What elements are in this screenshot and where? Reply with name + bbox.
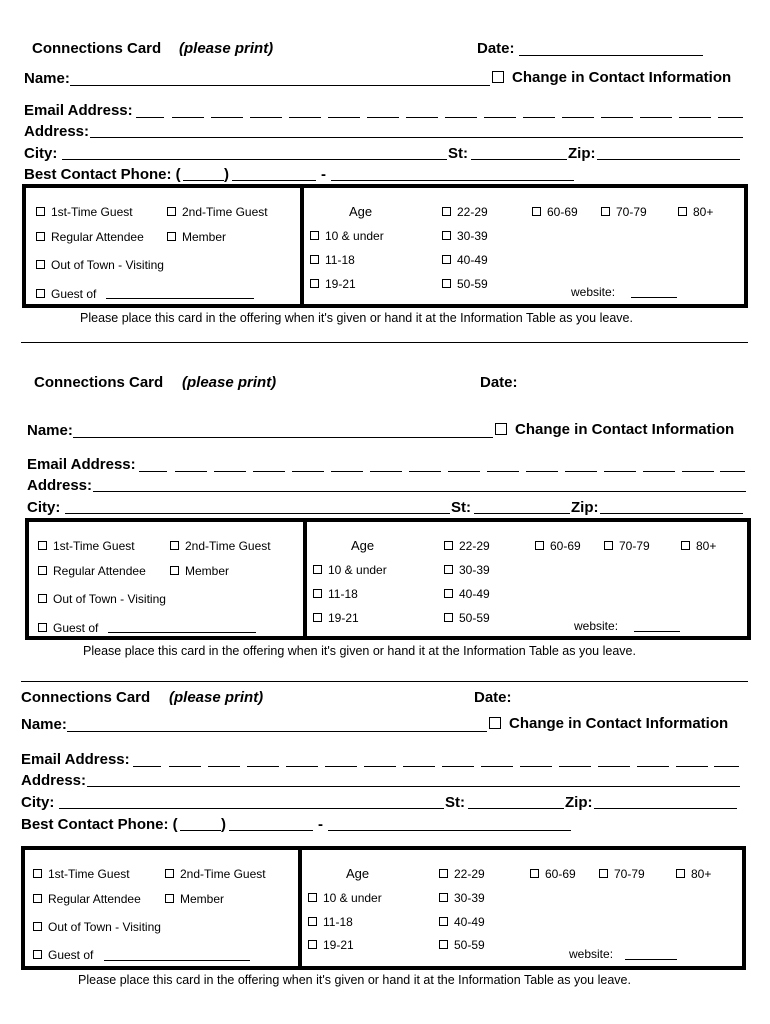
phone-prefix-field[interactable] (229, 830, 313, 831)
phone-dash: - (318, 816, 323, 833)
email-char-blank[interactable] (133, 766, 161, 767)
checkbox-label: 10 & under (325, 229, 384, 243)
age-30-39-checkbox[interactable] (439, 891, 485, 905)
age-10-under-checkbox[interactable] (308, 891, 382, 905)
checkbox-label: Change in Contact Information (509, 715, 729, 732)
age-40-49-checkbox[interactable] (439, 915, 485, 929)
st-label: St: (445, 794, 465, 811)
card-title: Connections Card (34, 374, 164, 391)
checkbox-label: 30-39 (459, 563, 490, 577)
checkbox-label: 70-79 (616, 205, 647, 219)
out-of-town-checkbox[interactable] (33, 920, 161, 934)
checkbox-label: 80+ (696, 539, 717, 553)
checkbox-label: 30-39 (454, 891, 485, 905)
checkbox-label: Regular Attendee (53, 564, 146, 578)
zip-label: Zip: (568, 145, 596, 162)
name-label: Name: (21, 716, 67, 733)
email-char-blank[interactable] (286, 766, 318, 767)
checkbox-label: 40-49 (457, 253, 488, 267)
email-label: Email Address: (24, 102, 133, 119)
email-char-blank[interactable] (325, 766, 357, 767)
city-field[interactable] (59, 808, 444, 809)
second-time-guest-checkbox[interactable] (165, 867, 266, 881)
card-title: Connections Card (21, 689, 151, 706)
checkbox-label: 22-29 (459, 539, 490, 553)
checkbox-label: 50-59 (454, 938, 485, 952)
address-label: Address: (24, 123, 90, 140)
checkbox-label: Change in Contact Information (515, 421, 735, 438)
email-char-blank[interactable] (598, 766, 630, 767)
age-22-29-checkbox[interactable] (439, 867, 485, 881)
checkbox-label: 70-79 (614, 867, 645, 881)
checkbox-label: 10 & under (323, 891, 382, 905)
checkbox-label: 40-49 (459, 587, 490, 601)
checkbox-icon[interactable] (439, 940, 448, 949)
phone-dash: - (321, 166, 326, 183)
checkbox-label: 1st-Time Guest (51, 205, 133, 219)
email-char-blank[interactable] (247, 766, 279, 767)
first-time-guest-checkbox[interactable] (33, 867, 130, 881)
name-field[interactable] (67, 731, 487, 732)
checkbox-icon[interactable] (165, 869, 174, 878)
email-char-blank[interactable] (169, 766, 201, 767)
checkbox-label: Out of Town - Visiting (48, 920, 161, 934)
age-label: Age (349, 204, 373, 219)
checkbox-label: Member (180, 892, 225, 906)
checkbox-label: 1st-Time Guest (48, 867, 130, 881)
website-label: website: (571, 285, 616, 299)
email-char-blank[interactable] (714, 766, 739, 767)
checkbox-label: 11-18 (323, 915, 353, 929)
zip-label: Zip: (565, 794, 593, 811)
checkbox-icon[interactable] (676, 869, 685, 878)
checkbox-label: 40-49 (454, 915, 485, 929)
card-note: Please place this card in the offering when it's given or hand it at the Information Table as you leave. (83, 644, 636, 658)
phone-label: Best Contact Phone: ( (24, 166, 181, 183)
address-label: Address: (27, 477, 93, 494)
phone-area-field[interactable] (180, 830, 221, 831)
checkbox-label: 60-69 (545, 867, 576, 881)
age-label: Age (351, 538, 375, 553)
regular-attendee-checkbox[interactable] (33, 892, 141, 906)
phone-paren: ) (224, 166, 229, 183)
age-80-plus-checkbox[interactable] (676, 867, 711, 881)
member-checkbox[interactable] (165, 892, 224, 906)
checkbox-label: 50-59 (459, 611, 490, 625)
card-note: Please place this card in the offering when it's given or hand it at the Information Table as you leave. (78, 973, 631, 987)
date-label: Date: (477, 40, 515, 57)
checkbox-icon[interactable] (439, 893, 448, 902)
st-label: St: (451, 499, 471, 516)
age-70-79-checkbox[interactable] (599, 867, 645, 881)
city-label: City: (27, 499, 61, 516)
checkbox-label: 70-79 (619, 539, 650, 553)
checkbox-label: 1st-Time Guest (53, 539, 135, 553)
checkbox-icon[interactable] (308, 917, 317, 926)
checkbox-icon[interactable] (308, 893, 317, 902)
address-field[interactable] (87, 786, 740, 787)
checkbox-label: 19-21 (323, 938, 354, 952)
checkbox-label: Regular Attendee (48, 892, 141, 906)
age-box (298, 846, 746, 970)
checkbox-label: 22-29 (454, 867, 485, 881)
checkbox-label: Member (185, 564, 230, 578)
age-label: Age (346, 866, 370, 881)
website-label: website: (569, 947, 614, 961)
checkbox-icon[interactable] (599, 869, 608, 878)
website-label: website: (574, 619, 619, 633)
checkbox-label: Guest of (53, 621, 99, 635)
date-label: Date: (480, 374, 518, 391)
st-label: St: (448, 145, 468, 162)
name-label: Name: (27, 422, 73, 439)
city-label: City: (21, 794, 55, 811)
checkbox-label: 30-39 (457, 229, 488, 243)
card-subtitle: (please print) (179, 40, 274, 57)
card-title: Connections Card (32, 40, 162, 57)
checkbox-label: 2nd-Time Guest (182, 205, 268, 219)
change-contact-checkbox[interactable] (489, 715, 728, 732)
phone-label: Best Contact Phone: ( (21, 816, 178, 833)
phone-line-field[interactable] (328, 830, 571, 831)
checkbox-label: Out of Town - Visiting (51, 258, 164, 272)
st-field[interactable] (468, 808, 564, 809)
checkbox-icon[interactable] (308, 940, 317, 949)
checkbox-label: 22-29 (457, 205, 488, 219)
age-50-59-checkbox[interactable] (439, 938, 485, 952)
checkbox-icon[interactable] (530, 869, 539, 878)
age-11-18-checkbox[interactable] (308, 915, 353, 929)
checkbox-icon[interactable] (33, 950, 42, 959)
checkbox-label: 10 & under (328, 563, 387, 577)
checkbox-label: Guest of (51, 287, 97, 301)
checkbox-icon[interactable] (439, 869, 448, 878)
city-label: City: (24, 145, 58, 162)
age-19-21-checkbox[interactable] (308, 938, 354, 952)
checkbox-icon[interactable] (165, 894, 174, 903)
guest-of-field[interactable] (104, 960, 250, 961)
card-subtitle: (please print) (169, 689, 264, 706)
checkbox-icon[interactable] (489, 717, 501, 729)
checkbox-icon[interactable] (439, 917, 448, 926)
checkbox-label: 60-69 (547, 205, 578, 219)
checkbox-label: Out of Town - Visiting (53, 592, 166, 606)
date-label: Date: (474, 689, 512, 706)
email-char-blank[interactable] (403, 766, 435, 767)
email-char-blank[interactable] (364, 766, 396, 767)
checkbox-label: 60-69 (550, 539, 581, 553)
checkbox-label: 50-59 (457, 277, 488, 291)
email-char-blank[interactable] (481, 766, 513, 767)
checkbox-label: 2nd-Time Guest (185, 539, 271, 553)
checkbox-label: 11-18 (328, 587, 358, 601)
phone-paren: ) (221, 816, 226, 833)
checkbox-icon[interactable] (33, 922, 42, 931)
checkbox-label: Regular Attendee (51, 230, 144, 244)
checkbox-label: Guest of (48, 948, 94, 962)
email-char-blank[interactable] (637, 766, 669, 767)
checkbox-icon[interactable] (33, 869, 42, 878)
checkbox-label: 11-18 (325, 253, 355, 267)
email-char-blank[interactable] (442, 766, 474, 767)
website-field[interactable] (625, 959, 677, 960)
age-60-69-checkbox[interactable] (530, 867, 576, 881)
card-subtitle: (please print) (182, 374, 277, 391)
checkbox-label: Member (182, 230, 227, 244)
checkbox-label: 19-21 (325, 277, 356, 291)
zip-label: Zip: (571, 499, 599, 516)
email-char-blank[interactable] (676, 766, 708, 767)
email-label: Email Address: (27, 456, 136, 473)
checkbox-label: 80+ (691, 867, 712, 881)
zip-field[interactable] (594, 808, 737, 809)
checkbox-icon[interactable] (33, 894, 42, 903)
email-char-blank[interactable] (208, 766, 240, 767)
checkbox-label: 2nd-Time Guest (180, 867, 266, 881)
card-note: Please place this card in the offering when it's given or hand it at the Information Table as you leave. (80, 311, 633, 325)
checkbox-label: 19-21 (328, 611, 359, 625)
email-label: Email Address: (21, 751, 130, 768)
checkbox-label: 80+ (693, 205, 714, 219)
address-label: Address: (21, 772, 87, 789)
email-char-blank[interactable] (520, 766, 552, 767)
guest-of-checkbox[interactable] (33, 948, 93, 962)
change-contact-label: Change in Contact Information (512, 69, 732, 86)
email-char-blank[interactable] (559, 766, 591, 767)
name-label: Name: (24, 70, 70, 87)
